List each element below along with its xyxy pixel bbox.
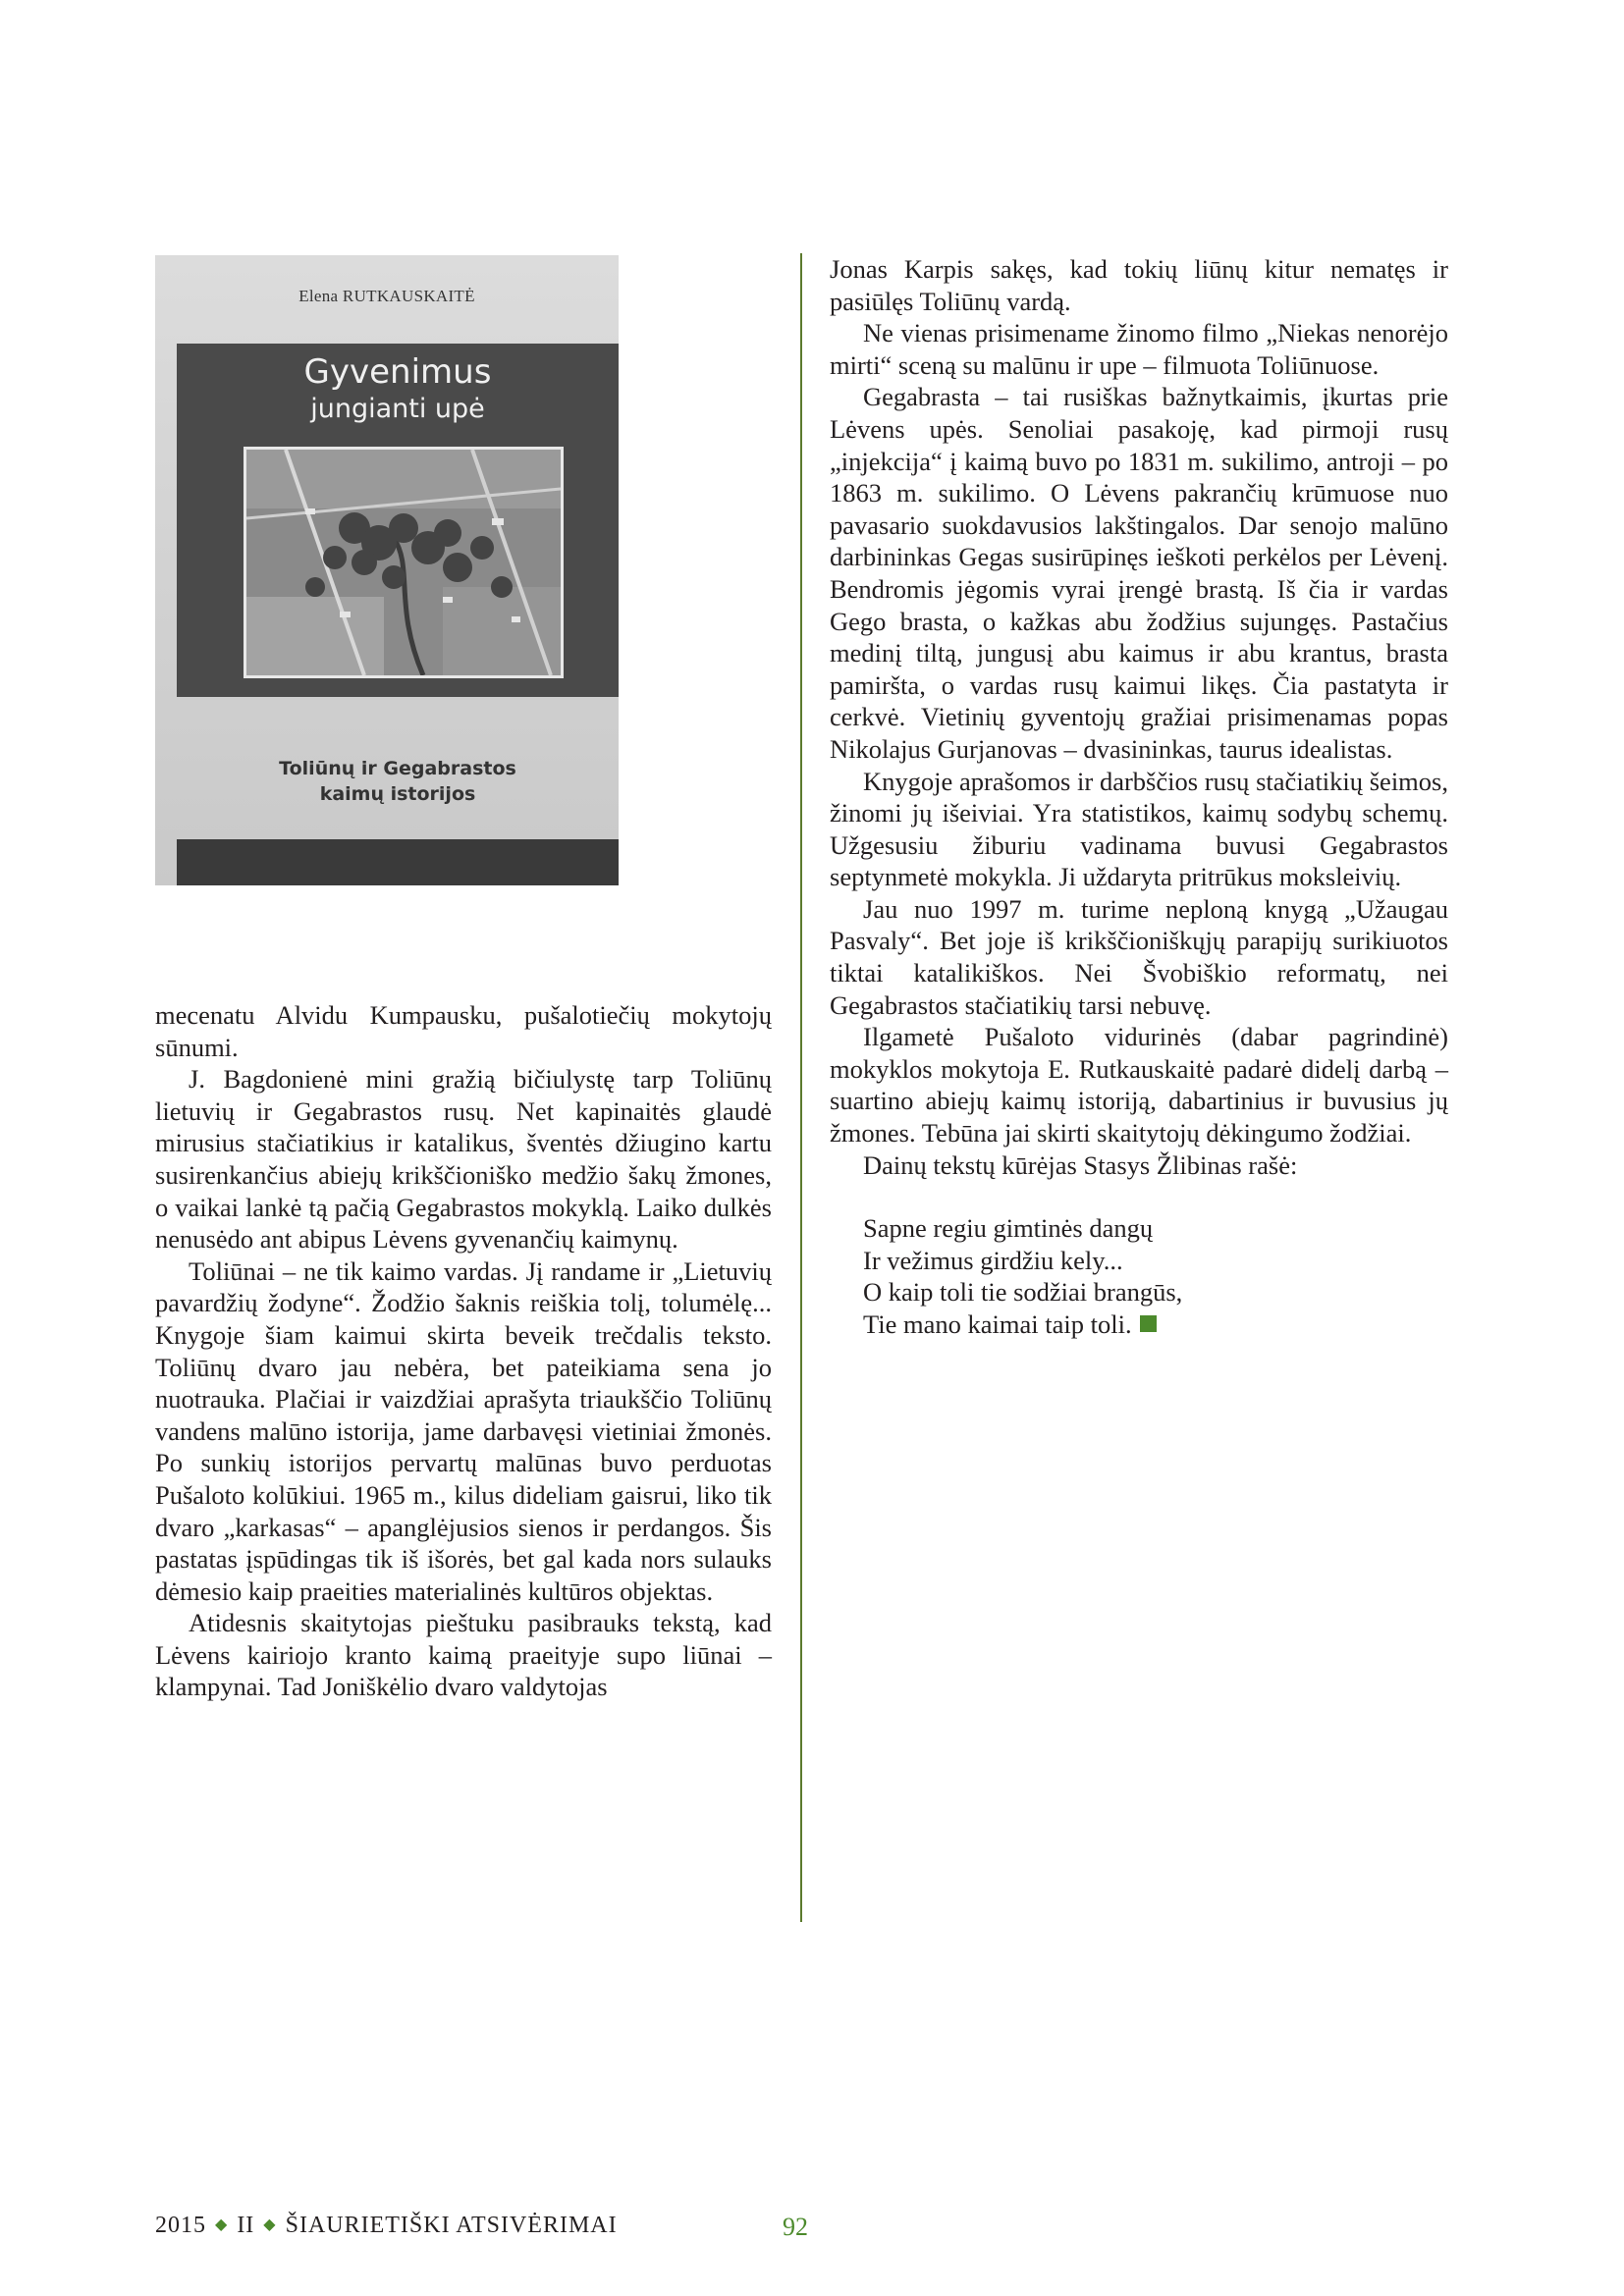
page-number: 92 xyxy=(783,2213,808,2241)
paragraph: Knygoje aprašomos ir darbščios rusų stačiatikių šeimos, žinomi jų išeiviai. Yra statistikos, kaimų sodybų schemų. Užgesusiu žiburiu vadinama buvusi Gegabrastos septynmetė mokykla. Ji uždaryta pritrūkus moksleivių. xyxy=(830,766,1448,892)
right-text-column xyxy=(830,253,1448,1341)
cover-subtitle-line1: Toliūnų ir Gegabrastos xyxy=(279,758,516,779)
paragraph: mecenatu Alvidu Kumpausku, pušalotiečių mokytojų sūnumi. xyxy=(155,1000,772,1062)
running-footer xyxy=(155,2213,618,2239)
cover-author: Elena RUTKAUSKAITĖ xyxy=(298,287,475,305)
left-text-column xyxy=(155,999,772,1703)
diamond-separator-icon: ◆ xyxy=(263,2216,277,2233)
paragraph: Ne vienas prisimename žinomo filmo „Niekas nenorėjo mirti“ sceną su malūnu ir upe – filmuota Toliūnuose. xyxy=(830,318,1448,380)
paragraph: Gegabrasta – tai rusiškas bažnytkaimis, įkurtas prie Lėvens upės. Senoliai pasakoję, kad pirmoji rusų „injekcija“ į kaimą buvo po 1831 m. sukilimo, antroji – po 1863 m. sukilimo. O Lėvens pakrančių krūmuose nuo pavasario suokdavusios lakštingalos. Dar senojo malūno darbininkas Gegas susirūpinęs ieškoti perkėlos per Lėvenį. Bendromis jėgomis vyrai įrengė brastą. Iš čia ir vardas Gego brasta, o kažkas abu žodžius sujungęs. Pastačius medinį tiltą, jungusį abu kaimus ir abu krantus, brasta pamiršta, o vardas rusų kaimui likęs. Čia pastatyta ir cerkvė. Vietinių gyventojų gražiai prisimenamas popas Nikolajus Gurjanovas – dvasininkas, taurus idealistas. xyxy=(830,382,1448,764)
cover-subtitle xyxy=(177,756,619,807)
column-divider xyxy=(800,253,802,1922)
poem xyxy=(830,1212,1448,1340)
cover-title-line2: jungianti upė xyxy=(310,394,485,424)
diamond-separator-icon: ◆ xyxy=(215,2216,229,2233)
end-of-article-square-icon xyxy=(1140,1315,1157,1332)
cover-bottom-band xyxy=(177,839,619,885)
poem-line: Sapne regiu gimtinės dangų xyxy=(863,1213,1154,1244)
footer-year: 2015 xyxy=(155,2213,206,2238)
aerial-village-illustration xyxy=(246,450,561,675)
paragraph: Dainų tekstų kūrėjas Stasys Žlibinas rašė: xyxy=(863,1149,1298,1180)
poem-line: Ir vežimus girdžiu kely... xyxy=(863,1245,1123,1275)
paragraph: Ilgametė Pušaloto vidurinės (dabar pagrindinė) mokyklos mokytoja E. Rutkauskaitė padarė didelį darbą – suartino abiejų kaimų istoriją, dabartinius ir buvusius jų žmones. Tebūna jai skirti skaitytojų dėkingumo žodžiai. xyxy=(830,1022,1448,1148)
paragraph: Jau nuo 1997 m. turime neploną knygą „Užaugau Pasvaly“. Bet joje iš krikščioniškųjų parapijų surikiuotos tiktai katalikiškos. Nei Švobiškio reformatų, nei Gegabrastos stačiatikių tarsi nebuvę. xyxy=(830,893,1448,1020)
cover-aerial-photo xyxy=(244,447,564,678)
paragraph: Toliūnai – ne tik kaimo vardas. Jį randame ir „Lietuvių pavardžių žodyne“. Žodžio šaknis reiškia tolį, tolumėlę... Knygoje šiam kaimui skirta beveik trečdalis teksto. Toliūnų dvaro jau nebėra, bet pateikiama sena jo nuotrauka. Plačiai ir vaizdžiai aprašyta triaukščio Toliūnų vandens malūno istorija, jame darbavęsi vietiniai žmonės. Po sunkių istorijos pervartų malūnas buvo perduotas Pušaloto kolūkiui. 1965 m., kilus dideliam gaisrui, liko tik dvaro „karkasas“ – apanglėjusios sienos ir perdangos. Šis pastatas įspūdingas tik iš išorės, bet gal kada nors sulauks dėmesio kaip praeities materialinės kultūros objektas. xyxy=(155,1255,772,1606)
book-cover-image xyxy=(155,255,619,885)
cover-subtitle-line2: kaimų istorijos xyxy=(319,783,476,805)
cover-title-line1: Gyvenimus xyxy=(303,352,492,392)
poem-line: Tie mano kaimai taip toli. xyxy=(863,1309,1132,1339)
poem-line: O kaip toli tie sodžiai brangūs, xyxy=(863,1277,1183,1308)
poem-line-last xyxy=(830,1308,1448,1341)
cover-title xyxy=(177,351,619,426)
footer-issue: II xyxy=(237,2213,255,2238)
paragraph: Jonas Karpis sakęs, kad tokių liūnų kitur nematęs ir pasiūlęs Toliūnų vardą. xyxy=(830,254,1448,316)
paragraph: J. Bagdonienė mini gražią bičiulystę tarp Toliūnų lietuvių ir Gegabrastos rusų. Net kapinaitės glaudė mirusius stačiatikius ir katalikus, šventės džiugino kartu susirenkančius abiejų krikščioniško medžio šakų žmones, o vaikai lankė tą pačią Gegabrastos mokyklą. Laiko dulkės nenusėdo ant abipus Lėvens gyvenančių kaimynų. xyxy=(155,1064,772,1255)
paragraph: Atidesnis skaitytojas pieštuku pasibrauks tekstą, kad Lėvens kairiojo kranto kaimą praeityje supo liūnai – klampynai. Tad Joniškėlio dvaro valdytojas xyxy=(155,1608,772,1702)
footer-journal-name: ŠIAURIETIŠKI ATSIVĖRIMAI xyxy=(285,2213,618,2238)
